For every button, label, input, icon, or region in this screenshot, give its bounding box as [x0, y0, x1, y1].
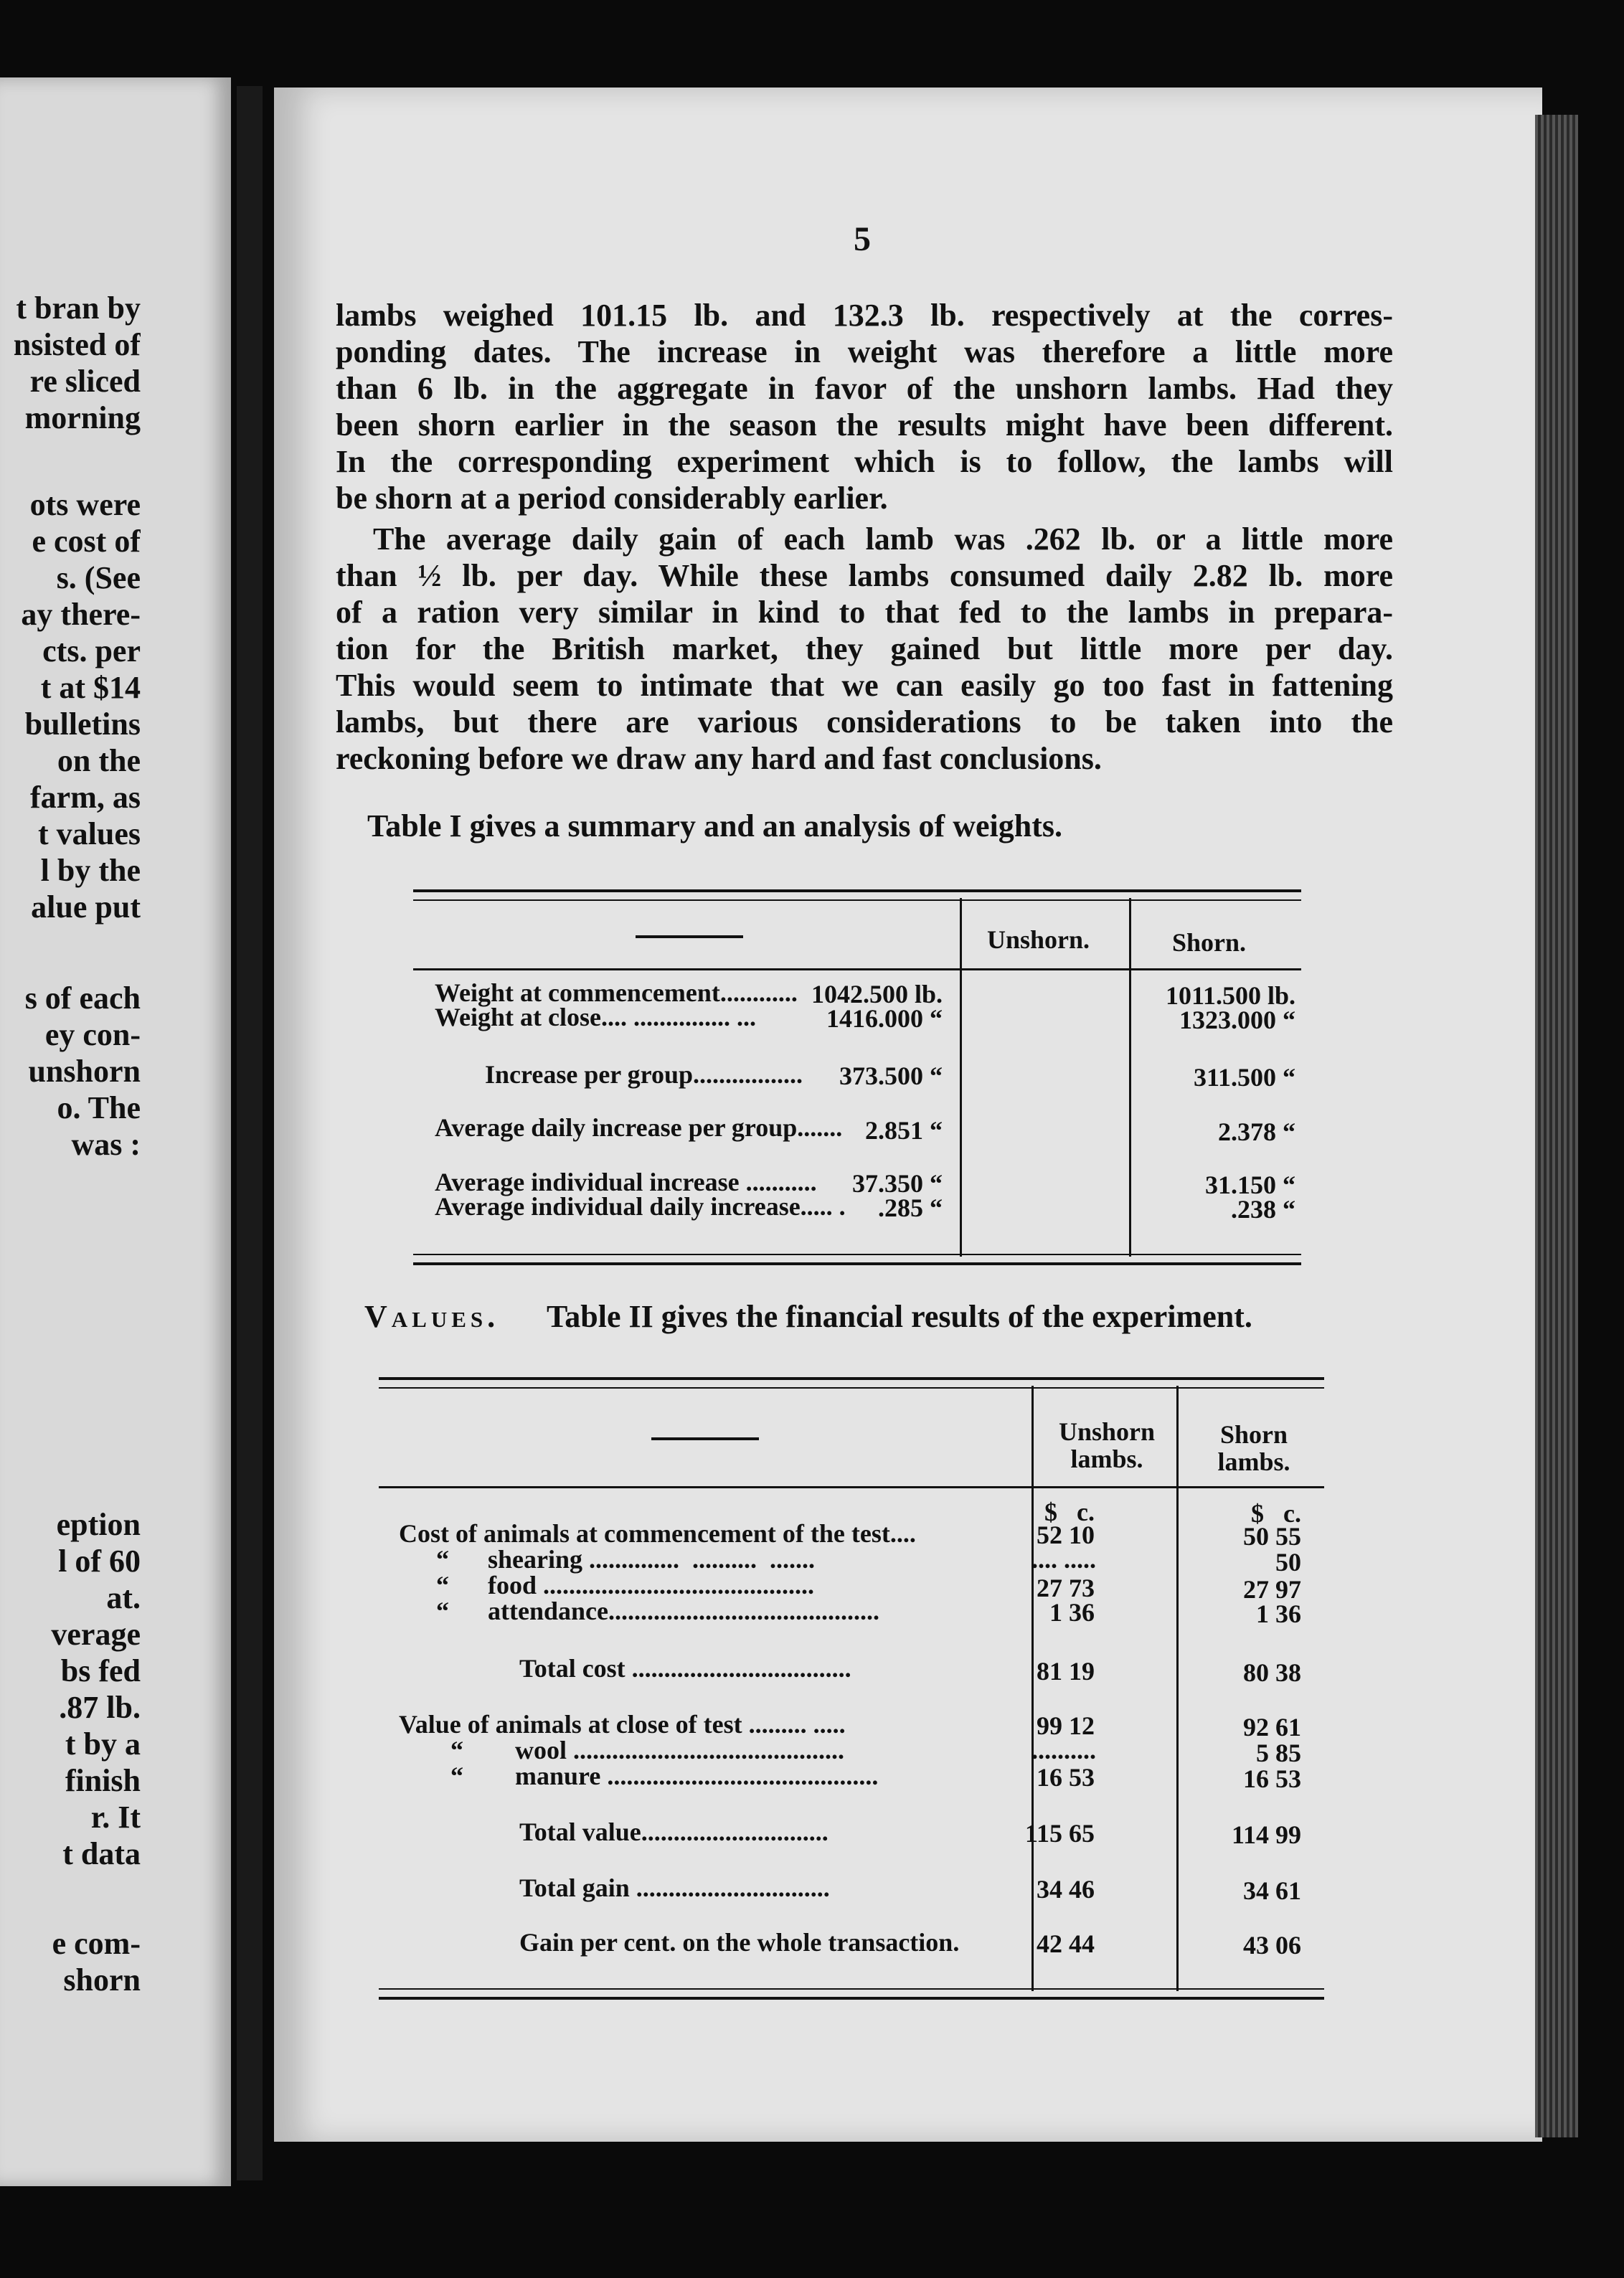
left-line: farm, as [30, 780, 141, 815]
page-edges [1535, 115, 1578, 2137]
text-line: than ½ lb. per day. While these lambs consumed daily 2.82 lb. more [336, 558, 1393, 593]
table-2-row-label: “ shearing .............. .......... ....... [436, 1545, 816, 1574]
table-2-row-label: Gain per cent. on the whole transaction. [519, 1928, 960, 1957]
table-2-row-shorn: 80 38 [1243, 1658, 1301, 1687]
table-2-row-label: “ food .......................................... [436, 1571, 815, 1599]
left-line: morning [24, 400, 141, 435]
table-2-row-shorn: 50 55 [1243, 1522, 1301, 1551]
table-1-row-label: Average individual daily increase..... . [435, 1192, 846, 1221]
left-frag-c [25, 980, 141, 1163]
left-line: cts. per [42, 633, 141, 668]
left-line: e cost of [32, 524, 141, 559]
table-1 [413, 889, 1301, 1265]
left-line: r. It [90, 1800, 141, 1835]
left-line: o. The [57, 1090, 141, 1125]
left-line: t bran by [16, 290, 141, 326]
text-line: tion for the British market, they gained but little more per day. [336, 631, 1393, 666]
text-line: In the corresponding experiment which is to follow, the lambs will [336, 444, 1393, 479]
text-line: of a ration very similar in kind to that fed to the lambs in prepara- [336, 595, 1393, 630]
left-line: bulletins [24, 706, 141, 742]
left-line: t data [62, 1836, 141, 1871]
left-line: ots were [29, 487, 141, 522]
left-line: t by a [65, 1726, 141, 1762]
table-2-row-label: Cost of animals at commencement of the test.... [399, 1519, 916, 1548]
table-2-row-unshorn: 81 19 [1037, 1657, 1095, 1686]
table-2-row-label: “ wool .......................................... [450, 1736, 844, 1764]
left-line: e com- [52, 1926, 141, 1961]
table-1-row-shorn: 31.150 “ [1205, 1171, 1295, 1199]
table-2-unit-unshorn: $ c. [1044, 1498, 1095, 1526]
table-2-row-label: Total value............................. [519, 1818, 828, 1846]
left-page-text [0, 0, 141, 2278]
left-line: ay there- [21, 597, 141, 632]
left-line: was : [71, 1127, 141, 1162]
table-2-row-unshorn: 99 12 [1037, 1711, 1095, 1740]
left-line: .87 lb. [59, 1690, 141, 1725]
table-1-divider [1129, 898, 1131, 1257]
left-line: ey con- [44, 1017, 141, 1052]
table-2-row-unshorn: 115 65 [1024, 1819, 1095, 1848]
table-2-divider [1031, 1386, 1034, 1991]
text-line: This would seem to intimate that we can easily go too fast in fattening [336, 668, 1393, 703]
left-line: l by the [40, 853, 141, 888]
left-line: on the [57, 743, 141, 778]
table-2-header-unshorn: Unshorn [1058, 1417, 1156, 1446]
table-1-row-unshorn: 37.350 “ [852, 1169, 943, 1198]
table-2-row-shorn: 50 [1275, 1548, 1301, 1577]
table-2-row-shorn: 16 53 [1243, 1764, 1301, 1793]
table-1-row-label: Average daily increase per group....... [435, 1113, 843, 1142]
table-2-row-shorn: 5 85 [1256, 1739, 1301, 1767]
table2-caption: Table II gives the financial results of the experiment. [547, 1299, 1252, 1334]
table-1-row-label: Average individual increase ........... [435, 1168, 817, 1196]
table-2-unit-shorn: $ c. [1251, 1499, 1301, 1528]
text-line: ponding dates. The increase in weight was therefore a little more [336, 334, 1393, 369]
table1-caption: Table I gives a summary and an analysis of weights. [367, 808, 1062, 843]
book-gutter [237, 86, 263, 2180]
text-line: lambs, but there are various considerations to be taken into the [336, 704, 1393, 739]
table-1-row-unshorn: .285 “ [878, 1194, 943, 1222]
table-2-row-label: Value of animals at close of test ......... ..... [399, 1710, 846, 1739]
table-1-row-unshorn: 373.500 “ [839, 1062, 943, 1090]
table-2-row-label: Total gain .............................. [519, 1873, 830, 1902]
table-2-row-shorn: 43 06 [1243, 1931, 1301, 1960]
left-line: shorn [63, 1962, 141, 1998]
left-line: t values [38, 816, 141, 851]
left-line: verage [51, 1617, 141, 1652]
table-1-row-unshorn: 1416.000 “ [826, 1004, 943, 1033]
table-2-row-shorn: 92 61 [1243, 1713, 1301, 1741]
table-1-row-label: Increase per group................. [485, 1060, 803, 1089]
table-2-header-dash [651, 1437, 759, 1440]
table-2-row-unshorn: .... ..... [1031, 1545, 1096, 1574]
table-1-row-shorn: 1323.000 “ [1179, 1006, 1295, 1034]
table-2-row-shorn: 34 61 [1243, 1876, 1301, 1905]
table-2-row-unshorn: 16 53 [1037, 1763, 1095, 1792]
table-2-row-label: Total cost .................................. [519, 1654, 851, 1683]
text-line: than 6 lb. in the aggregate in favor of the unshorn lambs. Had they [336, 371, 1393, 406]
table-2-header-rule [379, 1486, 1324, 1488]
table-2-header-shorn-sub: lambs. [1217, 1447, 1290, 1476]
table-1-header-dash [636, 935, 743, 938]
table-2-row-shorn: 27 97 [1243, 1575, 1301, 1604]
left-line: at. [106, 1580, 141, 1615]
left-line: l of 60 [58, 1544, 141, 1579]
table-2-row-unshorn: 42 44 [1037, 1929, 1095, 1958]
values-heading: Values. [364, 1299, 500, 1334]
left-line: unshorn [28, 1054, 141, 1089]
table-2-row-unshorn: 27 73 [1037, 1574, 1095, 1602]
table-2-header-unshorn-sub: lambs. [1070, 1445, 1143, 1473]
table-1-row-shorn: 311.500 “ [1193, 1063, 1295, 1092]
left-frag-e [52, 1925, 141, 1998]
left-frag-d [51, 1506, 141, 1872]
table-2-row-label: “ attendance.......................................... [436, 1597, 879, 1625]
left-frag-a [14, 290, 141, 436]
table-2-header-shorn: Shorn [1219, 1420, 1288, 1449]
table-2-row-unshorn: 1 36 [1049, 1598, 1095, 1627]
table-1-header-rule [413, 968, 1301, 970]
table-1-header-shorn: Shorn. [1172, 928, 1247, 957]
table-2-row-unshorn: 52 10 [1037, 1521, 1095, 1549]
left-line: bs fed [60, 1653, 141, 1688]
table-2-divider [1176, 1386, 1179, 1991]
paragraph-1 [336, 297, 1393, 516]
paragraph-2 [336, 521, 1393, 777]
table-2-row-unshorn: 34 46 [1037, 1875, 1095, 1904]
table-2-row-shorn: 114 99 [1231, 1820, 1301, 1849]
text-line: been shorn earlier in the season the results might have been different. [336, 407, 1393, 443]
left-line: re sliced [29, 364, 141, 399]
table-1-divider [960, 898, 962, 1257]
left-line: nsisted of [13, 327, 141, 362]
table-1-header-unshorn: Unshorn. [987, 925, 1090, 954]
text-line: The average daily gain of each lamb was .262 lb. or a little more [373, 521, 1393, 557]
table-1-row-shorn: 2.378 “ [1218, 1117, 1295, 1146]
text-line: lambs weighed 101.15 lb. and 132.3 lb. respectively at the corres- [336, 298, 1393, 333]
page-number: 5 [854, 220, 871, 258]
left-frag-b [21, 486, 141, 925]
table-1-row-shorn: .238 “ [1231, 1195, 1295, 1224]
table-2-row-shorn: 1 36 [1256, 1599, 1301, 1628]
text-line: be shorn at a period considerably earlier. [336, 481, 888, 516]
left-line: s. (See [56, 560, 141, 595]
table-1-row-unshorn: 2.851 “ [865, 1116, 943, 1145]
text-line: reckoning before we draw any hard and fast conclusions. [336, 741, 1102, 776]
table-2-row-label: “ manure .......................................... [450, 1762, 879, 1790]
table-1-row-label: Weight at close.... ............... ... [435, 1003, 756, 1031]
left-line: finish [65, 1763, 141, 1798]
table-1-row-shorn: 1011.500 lb. [1165, 981, 1295, 1010]
table-2-row-unshorn: .......... [1031, 1736, 1096, 1764]
left-line: s of each [24, 980, 141, 1016]
table-2 [379, 1377, 1324, 2000]
left-line: t at $14 [40, 670, 141, 705]
table-1-row-label: Weight at commencement............ [435, 978, 798, 1007]
left-line: eption [56, 1507, 141, 1542]
left-line: alue put [31, 889, 141, 925]
table-1-row-unshorn: 1042.500 lb. [811, 980, 943, 1008]
